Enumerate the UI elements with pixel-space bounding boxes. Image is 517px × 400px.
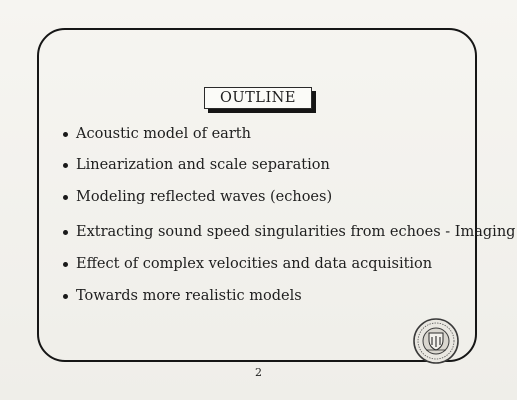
bullet-text: Extracting sound speed singularities from echoes - Imaging	[76, 224, 516, 240]
bullet-text: Acoustic model of earth	[76, 126, 251, 142]
page-number: 2	[255, 366, 262, 379]
bullet-text: Effect of complex velocities and data acquisition	[76, 256, 433, 272]
bullet-text: Towards more realistic models	[76, 288, 302, 304]
slide-title	[204, 87, 312, 109]
bullet-dot-icon	[63, 195, 68, 200]
bullet-dot-icon	[63, 230, 68, 235]
bullet-text: Linearization and scale separation	[76, 157, 330, 173]
slide-title-text: OUTLINE	[220, 90, 296, 106]
bullet-dot-icon	[63, 132, 68, 137]
bullet-text: Modeling reflected waves (echoes)	[76, 189, 333, 205]
university-seal-icon	[412, 317, 460, 365]
bullet-dot-icon	[63, 294, 68, 299]
bullet-dot-icon	[63, 262, 68, 267]
bullet-dot-icon	[63, 163, 68, 168]
